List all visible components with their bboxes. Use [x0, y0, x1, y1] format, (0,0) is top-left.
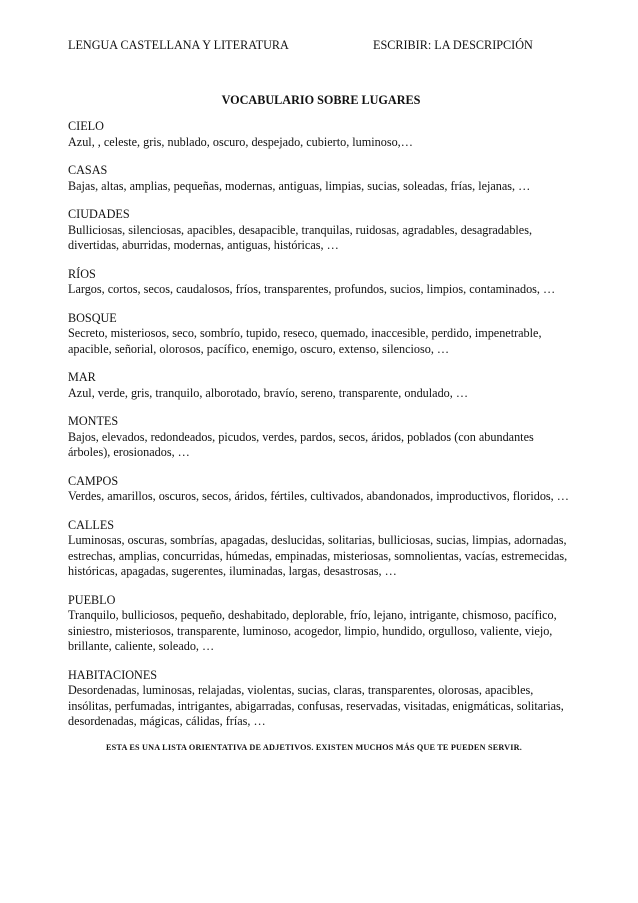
subject-label: LENGUA CASTELLANA Y LITERATURA — [68, 38, 289, 52]
section-words: Bajas, altas, amplias, pequeñas, modernas, antiguas, limpias, sucias, soleadas, frías, lejanas, … — [68, 178, 531, 193]
footer-note: ESTA ES UNA LISTA ORIENTATIVA DE ADJETIVOS. EXISTEN MUCHOS MÁS QUE TE PUEDEN SERVIR. — [106, 742, 523, 752]
section-ciudades — [68, 207, 574, 254]
section-montes — [68, 414, 574, 461]
section-heading: HABITACIONES — [68, 667, 158, 682]
topic-label: ESCRIBIR: LA DESCRIPCIÓN — [373, 38, 533, 52]
section-pueblo — [68, 593, 574, 655]
section-heading: RÍOS — [68, 266, 96, 281]
section-casas — [68, 163, 574, 194]
section-words: Luminosas, oscuras, sombrías, apagadas, deslucidas, solitarias, bulliciosas, sucias, limpias, adornadas, estrechas, amplias, concurridas, húmedas, empinadas, misteriosas, somnolientas, vacías, estremecidas, históricas, apagadas, sugerentes, iluminadas, largas, desastrosas, … — [68, 533, 568, 578]
section-heading: BOSQUE — [68, 310, 117, 325]
section-words: Azul, , celeste, gris, nublado, oscuro, despejado, cubierto, luminoso,… — [68, 134, 413, 149]
section-heading: CIELO — [68, 119, 104, 133]
document-title: VOCABULARIO SOBRE LUGARES — [221, 93, 421, 107]
section-words: Bulliciosas, silenciosas, apacibles, desapacible, tranquilas, ruidosas, agradables, desagradables, divertidas, aburridas, modernas, antiguas, históricas, … — [68, 222, 532, 252]
section-cielo — [68, 119, 574, 150]
section-heading: CALLES — [68, 517, 115, 532]
section-habitaciones — [68, 668, 574, 730]
section-words: Tranquilo, bulliciosos, pequeño, deshabitado, deplorable, frío, lejano, intrigante, chismoso, pacífico, siniestro, misteriosos, transparente, luminoso, acogedor, limpio, hundido, orgulloso, valiente, viejo, brillante, caliente, soleado, … — [68, 608, 557, 653]
vocabulary-list — [68, 119, 574, 752]
section-bosque — [68, 311, 574, 358]
section-heading: CAMPOS — [68, 473, 119, 488]
section-heading: CIUDADES — [68, 207, 130, 221]
section-heading: MONTES — [68, 414, 119, 428]
section-calles — [68, 518, 574, 580]
section-rios — [68, 267, 574, 298]
section-words: Verdes, amarillos, oscuros, secos, áridos, fértiles, cultivados, abandonados, improductivos, floridos, … — [68, 489, 569, 503]
section-heading: MAR — [68, 370, 96, 384]
section-words: Largos, cortos, secos, caudalosos, fríos, transparentes, profundos, sucios, limpios, contaminados, … — [68, 282, 556, 296]
section-mar — [68, 370, 574, 401]
section-campos — [68, 474, 574, 505]
section-heading: PUEBLO — [68, 592, 116, 607]
section-words: Azul, verde, gris, tranquilo, alborotado, bravío, sereno, transparente, ondulado, … — [68, 385, 469, 400]
section-heading: CASAS — [68, 163, 108, 177]
section-words: Secreto, misteriosos, seco, sombrío, tupido, reseco, quemado, inaccesible, perdido, impenetrable, apacible, señorial, olorosos, pacífico, enemigo, oscuro, extenso, silencioso, … — [68, 326, 542, 356]
section-words: Desordenadas, luminosas, relajadas, violentas, sucias, claras, transparentes, olorosas, apacibles, insólitas, perfumadas, intrigantes, abigarradas, confusas, reservadas, visitadas, enigmáticas, solitarias, desordenadas, mágicas, cálidas, frías, … — [68, 683, 564, 728]
section-words: Bajos, elevados, redondeados, picudos, verdes, pardos, secos, áridos, poblados (con abundantes árboles), erosionados, … — [68, 429, 534, 459]
